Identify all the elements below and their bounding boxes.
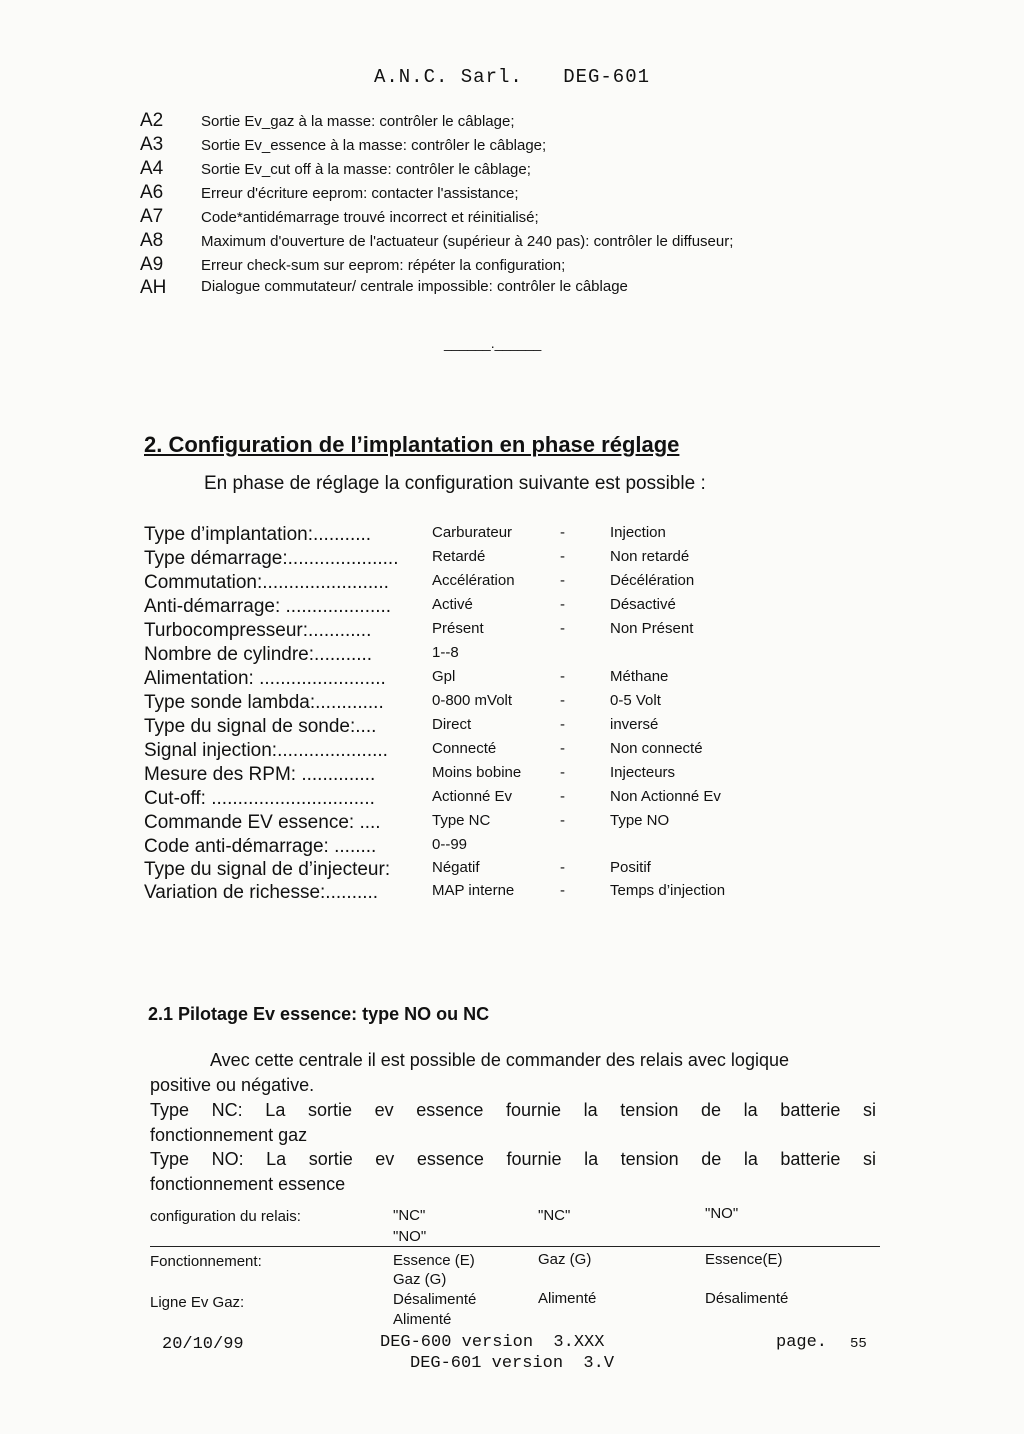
config-option-1: Actionné Ev (432, 788, 513, 805)
config-row (144, 644, 904, 668)
config-dash: - (560, 692, 565, 709)
company-name: A.N.C. Sarl. (373, 66, 523, 88)
config-option-1: 0--99 (432, 836, 468, 853)
paragraph-line: fonctionnement essence (150, 1174, 346, 1194)
footer-page-label: page. (776, 1333, 828, 1352)
config-dash: - (560, 548, 565, 565)
config-dash: - (560, 788, 565, 805)
error-code: AH (140, 277, 167, 298)
error-code: A7 (140, 206, 164, 227)
error-code: A8 (140, 230, 164, 251)
paragraph-line: fonctionnement gaz (150, 1125, 308, 1145)
config-option-2: Positif (610, 859, 651, 876)
config-label: Type sonde lambda:............. (144, 692, 384, 713)
config-row (144, 764, 904, 788)
config-label: Commande EV essence: .... (144, 812, 381, 833)
error-code: A6 (140, 182, 164, 203)
relay-config-col1-alt: "NO" (393, 1228, 427, 1245)
error-code: A2 (140, 110, 164, 131)
footer-version-2: DEG-601 version 3.V (410, 1354, 615, 1373)
config-dash: - (560, 620, 565, 637)
config-dash: - (560, 882, 565, 899)
config-option-1: Activé (432, 596, 473, 613)
config-dash: - (560, 716, 565, 733)
config-label: Type d’implantation:........... (144, 524, 372, 545)
relay-fonct-col3: Essence(E) (705, 1251, 783, 1268)
error-message: Sortie Ev_gaz à la masse: contrôler le câblage; (201, 113, 515, 130)
error-message: Dialogue commutateur/ centrale impossible: contrôler le câblage (201, 278, 628, 295)
config-label: Cut-off: ............................... (144, 788, 375, 809)
config-label: Type du signal de d’injecteur: (144, 859, 391, 880)
config-label: Anti-démarrage: .................... (144, 596, 392, 617)
config-option-2: Non Présent (610, 620, 694, 637)
error-message: Erreur check-sum sur eeprom: répéter la configuration; (201, 257, 566, 274)
error-code: A4 (140, 158, 164, 179)
config-row (144, 620, 904, 644)
paragraph-intro (150, 1048, 876, 1098)
config-row (144, 692, 904, 716)
error-code: A9 (140, 254, 164, 275)
page-header (0, 66, 1024, 88)
error-message: Erreur d'écriture eeprom: contacter l'assistance; (201, 185, 519, 202)
relay-config-col2: "NC" (538, 1207, 571, 1224)
config-option-2: Temps d’injection (610, 882, 726, 899)
config-dash: - (560, 596, 565, 613)
config-option-1: Gpl (432, 668, 456, 685)
config-option-1: 1--8 (432, 644, 459, 661)
config-option-2: Non connecté (610, 740, 703, 757)
section-2-1-title: 2.1 Pilotage Ev essence: type NO ou NC (148, 1004, 490, 1024)
config-label: Alimentation: ........................ (144, 668, 386, 689)
config-dash: - (560, 859, 565, 876)
config-option-2: Décélération (610, 572, 695, 589)
config-option-1: MAP interne (432, 882, 515, 899)
config-option-1: Accélération (432, 572, 515, 589)
paragraph-line: Type NO: La sortie ev essence fournie la tension de la batterie si (150, 1149, 876, 1169)
config-label: Code anti-démarrage: ........ (144, 836, 377, 857)
config-option-2: Désactivé (610, 596, 676, 613)
config-row (144, 524, 904, 548)
error-message: Code*antidémarrage trouvé incorrect et réinitialisé; (201, 209, 539, 226)
relay-ligne-col1-alt: Alimenté (393, 1311, 452, 1328)
config-row (144, 668, 904, 692)
config-row (144, 882, 904, 906)
config-option-1: Direct (432, 716, 472, 733)
config-option-1: Connecté (432, 740, 497, 757)
relay-fonct-label: Fonctionnement: (150, 1253, 262, 1270)
paragraph-line: Avec cette centrale il est possible de commander des relais avec logique (210, 1050, 789, 1070)
config-dash: - (560, 764, 565, 781)
relay-config-label: configuration du relais: (150, 1208, 301, 1225)
section-2-title: 2. Configuration de l’implantation en phase réglage (144, 432, 680, 457)
paragraph-line: Type NC: La sortie ev essence fournie la tension de la batterie si (150, 1100, 876, 1120)
config-label: Variation de richesse:.......... (144, 882, 379, 903)
config-label: Signal injection:..................... (144, 740, 388, 761)
error-message: Sortie Ev_essence à la masse: contrôler le câblage; (201, 137, 547, 154)
relay-ligne-col2: Alimenté (538, 1290, 597, 1307)
section-separator: ______.______ (444, 335, 542, 351)
config-label: Type du signal de sonde:.... (144, 716, 377, 737)
config-label: Type démarrage:..................... (144, 548, 399, 569)
relay-ligne-col3: Désalimenté (705, 1290, 789, 1307)
config-option-1: Négatif (432, 859, 480, 876)
config-option-2: Méthane (610, 668, 669, 685)
paragraph-type-nc (150, 1098, 876, 1148)
config-dash: - (560, 524, 565, 541)
config-option-1: Type NC (432, 812, 491, 829)
config-option-1: Retardé (432, 548, 486, 565)
error-message: Maximum d'ouverture de l'actuateur (supérieur à 240 pas): contrôler le diffuseur; (201, 233, 734, 250)
config-row (144, 596, 904, 620)
config-option-2: Non retardé (610, 548, 690, 565)
footer-page-number: 55 (850, 1336, 867, 1352)
config-option-1: Carburateur (432, 524, 513, 541)
table-divider (150, 1246, 880, 1247)
config-label: Commutation:........................ (144, 572, 389, 593)
paragraph-line: positive ou négative. (150, 1075, 315, 1095)
config-dash: - (560, 812, 565, 829)
relay-fonct-col2: Gaz (G) (538, 1251, 592, 1268)
config-row (144, 836, 904, 860)
config-option-2: Injection (610, 524, 666, 541)
config-dash: - (560, 668, 565, 685)
error-code: A3 (140, 134, 164, 155)
config-option-2: Injecteurs (610, 764, 676, 781)
footer-date: 20/10/99 (162, 1335, 244, 1354)
config-label: Turbocompresseur:............ (144, 620, 372, 641)
relay-fonct-col1-alt: Gaz (G) (393, 1271, 447, 1288)
config-option-2: Non Actionné Ev (610, 788, 721, 805)
relay-config-col3: "NO" (705, 1205, 739, 1222)
config-dash: - (560, 572, 565, 589)
config-dash: - (560, 740, 565, 757)
config-label: Nombre de cylindre:........... (144, 644, 373, 665)
config-row (144, 740, 904, 764)
config-option-1: Moins bobine (432, 764, 522, 781)
section-2-intro: En phase de réglage la configuration suivante est possible : (204, 473, 706, 494)
config-row (144, 812, 904, 836)
config-row (144, 788, 904, 812)
model-name: DEG-601 (563, 66, 651, 88)
config-row (144, 716, 904, 740)
relay-config-col1: "NC" (393, 1207, 426, 1224)
config-row (144, 572, 904, 596)
config-option-1: Présent (432, 620, 484, 637)
config-option-1: 0-800 mVolt (432, 692, 513, 709)
footer-version-1: DEG-600 version 3.XXX (380, 1333, 605, 1352)
paragraph-type-no (150, 1147, 876, 1197)
relay-fonct-col1: Essence (E) (393, 1252, 475, 1269)
config-option-2: inversé (610, 716, 659, 733)
config-label: Mesure des RPM: .............. (144, 764, 376, 785)
config-option-2: Type NO (610, 812, 670, 829)
relay-ligne-label: Ligne Ev Gaz: (150, 1294, 245, 1311)
config-option-2: 0-5 Volt (610, 692, 661, 709)
config-row (144, 548, 904, 572)
relay-ligne-col1: Désalimenté (393, 1291, 477, 1308)
error-message: Sortie Ev_cut off à la masse: contrôler le câblage; (201, 161, 531, 178)
config-row (144, 859, 904, 883)
